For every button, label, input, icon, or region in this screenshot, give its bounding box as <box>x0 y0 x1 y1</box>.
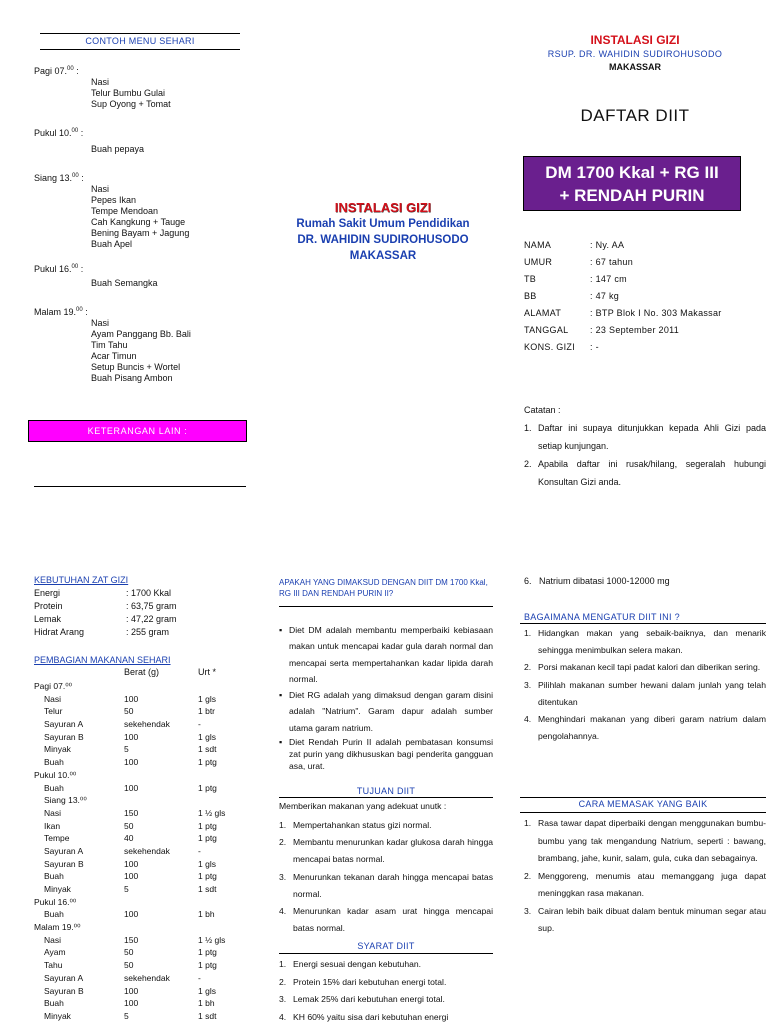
list-item: 4. Menurunkan kadar asam urat hingga mencapai batas normal. <box>279 906 493 934</box>
patient-label: TB <box>524 274 537 284</box>
meal-item: Pepes Ikan <box>91 195 137 205</box>
syarat-list <box>279 956 493 1024</box>
table-cell: 100 <box>124 858 139 869</box>
list-item: 4. Menghindari makanan yang diberi garam natrium dalam pengolahannya. <box>524 714 766 742</box>
table-cell: 1 ptg <box>198 871 217 882</box>
patient-value: : - <box>590 342 599 352</box>
divider <box>40 33 240 34</box>
table-cell: Buah <box>44 998 64 1009</box>
tujuan-list <box>279 817 493 937</box>
meal-item: Sup Oyong + Tomat <box>91 99 171 109</box>
table-cell: 100 <box>124 731 139 742</box>
table-cell: Pukul 16.⁰⁰ <box>34 896 77 907</box>
table-cell: 100 <box>124 985 139 996</box>
table-row <box>34 896 259 909</box>
meal-item: Telur Bumbu Gulai <box>91 88 166 98</box>
diet-definitions <box>279 622 493 773</box>
patient-label: UMUR <box>524 257 553 267</box>
menu-list <box>34 64 244 384</box>
table-cell: 100 <box>124 998 139 1009</box>
meal-time: Pukul 10.00 : <box>34 128 84 138</box>
patient-value: : 47 kg <box>590 291 620 301</box>
table-row <box>34 756 259 769</box>
table-cell: 1 gls <box>198 858 216 869</box>
table-cell: Sayuran A <box>44 972 84 983</box>
table-cell: 1 ½ gls <box>198 934 226 945</box>
table-cell: 1 bh <box>198 909 215 920</box>
table-cell: 1 gls <box>198 693 216 704</box>
table-row <box>34 743 259 756</box>
patient-label: BB <box>524 291 537 301</box>
table-row <box>34 807 259 820</box>
middle-line: MAKASSAR <box>349 250 417 262</box>
table-cell: 50 <box>124 706 134 717</box>
meal-items <box>34 275 244 289</box>
table-cell: Sayuran A <box>44 719 84 730</box>
diet-type-box <box>523 156 741 211</box>
table-row <box>34 680 259 693</box>
list-item: 3. Pilihlah makanan sumber hewani dalam junlah yang telah ditentukan <box>524 679 766 707</box>
table-cell: - <box>198 972 201 983</box>
meal-item: Nasi <box>91 318 110 328</box>
mengatur-title: BAGAIMANA MENGATUR DIIT INI ? <box>524 612 680 622</box>
kebutuhan-row: Lemak : 47,22 gram <box>34 614 177 624</box>
meal-item: Buah Apel <box>91 239 133 249</box>
patient-row <box>524 291 754 308</box>
table-cell: 50 <box>124 820 134 831</box>
catatan-title: Catatan : <box>524 405 561 415</box>
table-cell: Ikan <box>44 820 61 831</box>
table-cell: sekehendak <box>124 972 170 983</box>
meal-item: Buah Pisang Ambon <box>91 373 173 383</box>
table-cell: Tahu <box>44 960 63 971</box>
meal-item: Setup Buncis + Wortel <box>91 362 181 372</box>
list-item: 3. Cairan lebih baik dibuat dalam bentuk minuman segar atau sup. <box>524 905 766 933</box>
table-row <box>34 705 259 718</box>
table-cell: 1 gls <box>198 985 216 996</box>
divider <box>279 606 493 607</box>
meal-items <box>34 139 244 155</box>
table-cell: 100 <box>124 909 139 920</box>
table-row <box>34 769 259 782</box>
catatan <box>524 401 766 491</box>
list-item: 2. Menggoreng, menumis atau memanggang juga dapat meninggkan rasa makanan. <box>524 870 766 898</box>
table-cell: 1 ptg <box>198 820 217 831</box>
memasak-list <box>524 815 766 938</box>
table-cell: Sayuran B <box>44 985 84 996</box>
tujuan-intro: Memberikan makanan yang adekuat unutk : <box>279 801 447 811</box>
table-cell: 50 <box>124 960 134 971</box>
table-cell: - <box>198 845 201 856</box>
table-cell: 1 ptg <box>198 960 217 971</box>
patient-label: KONS. GIZI <box>524 342 576 352</box>
table-cell: Nasi <box>44 934 62 945</box>
patient-value: : 147 cm <box>590 274 627 284</box>
meal-items <box>34 77 244 110</box>
col-header: Urt * <box>198 667 216 677</box>
table-cell: 1 ptg <box>198 947 217 958</box>
patient-value: : 67 tahun <box>590 257 634 267</box>
right-header <box>520 32 750 74</box>
list-item: 1. Mempertahankan status gizi normal. <box>279 820 432 830</box>
table-cell: 5 <box>124 1010 129 1021</box>
memasak-title: CARA MEMASAK YANG BAIK <box>578 799 708 809</box>
mengatur-list <box>524 625 766 745</box>
meal-item: Acar Timun <box>91 351 137 361</box>
table-cell: 100 <box>124 871 139 882</box>
patient-row <box>524 240 754 257</box>
list-item: 1. Hidangkan makan yang sebaik-baiknya, dan menarik sehingga menimbulkan selera makan. <box>524 628 766 656</box>
table-cell: Buah <box>44 909 64 920</box>
table-row <box>34 934 259 947</box>
table-cell: 40 <box>124 833 134 844</box>
table-cell: Buah <box>44 782 64 793</box>
right-title: INSTALASI GIZI <box>590 33 680 47</box>
table-row <box>34 997 259 1010</box>
table-cell: - <box>198 719 201 730</box>
patient-value: : 23 September 2011 <box>590 325 680 335</box>
table-cell: Minyak <box>44 744 71 755</box>
meal-item: Nasi <box>91 184 110 194</box>
kebutuhan-table <box>34 587 244 639</box>
table-cell: Ayam <box>44 947 66 958</box>
table-cell: 1 sdt <box>198 1010 217 1021</box>
pembagian-table <box>34 680 259 1023</box>
meal-time: Pagi 07.00 : <box>34 66 79 76</box>
table-row <box>34 946 259 959</box>
table-cell: 5 <box>124 744 129 755</box>
divider <box>520 812 766 813</box>
kebutuhan-row: Hidrat Arang : 255 gram <box>34 627 170 637</box>
table-cell: 50 <box>124 947 134 958</box>
table-cell: 100 <box>124 693 139 704</box>
natrium-item: 6. Natrium dibatasi 1000-12000 mg <box>524 576 670 586</box>
tujuan-title: TUJUAN DIIT <box>356 786 416 796</box>
meal-item: Buah Semangka <box>91 278 158 288</box>
table-row <box>34 972 259 985</box>
meal-item: Nasi <box>91 77 110 87</box>
list-item: 2. Protein 15% dari kebutuhan energi total. <box>279 976 447 987</box>
table-cell: 150 <box>124 934 139 945</box>
list-item: 1. Energi sesuai dengan kebutuhan. <box>279 959 422 969</box>
patient-row <box>524 274 754 291</box>
table-cell: Buah <box>44 757 64 768</box>
table-cell: 1 gls <box>198 731 216 742</box>
table-cell: 100 <box>124 757 139 768</box>
table-cell: Pagi 07.⁰⁰ <box>34 681 73 691</box>
meal-time: Pukul 16.00 : <box>34 264 84 274</box>
table-row <box>34 718 259 731</box>
diet-type-line: + RENDAH PURIN <box>559 186 705 205</box>
list-item: ▪ Diet DM adalah membantu memperbaiki kebiasaan makan untuk mencapai kadar gula darah normal dan mencapai serta mempertahankan kadar lipida darah normal. <box>279 622 493 687</box>
table-row <box>34 782 259 795</box>
middle-line: DR. WAHIDIN SUDIROHUSODO <box>297 234 469 246</box>
divider <box>520 797 766 798</box>
list-item: ▪ Diet Rendah Purin II adalah pembatasan konsumsi zat purin yang dikhususkan bagi penderita gangguan asa, urat. <box>279 736 493 773</box>
pembagian-header <box>34 667 254 679</box>
patient-value: : Ny. AA <box>590 240 625 250</box>
meal-items <box>34 318 244 384</box>
table-cell: Malam 19.⁰⁰ <box>34 922 81 933</box>
table-row <box>34 870 259 883</box>
table-cell: Buah <box>44 871 64 882</box>
table-cell: sekehendak <box>124 719 170 730</box>
table-cell: 1 bh <box>198 998 215 1009</box>
divider <box>279 953 493 954</box>
divider <box>34 486 246 487</box>
middle-line: Rumah Sakit Umum Pendidikan <box>296 218 470 230</box>
table-cell: Nasi <box>44 693 62 704</box>
table-row <box>34 794 259 807</box>
table-cell: Minyak <box>44 884 71 894</box>
list-item: 3. Menurunkan tekanan darah hingga mencapai batas normal. <box>279 871 493 899</box>
patient-row <box>524 308 754 325</box>
table-cell: 1 sdt <box>198 884 217 894</box>
list-item: 1. Rasa tawar dapat diperbaiki dengan menggunakan bumbu-bumbu yang tak mengandung Natrium, seperti : bawang, brambang, jahe, kunir, salam, gula, cuka dan sebagainya. <box>524 818 766 863</box>
keterangan-box: KETERANGAN LAIN : <box>28 420 247 442</box>
table-cell: 5 <box>124 884 129 894</box>
patient-label: TANGGAL <box>524 325 569 335</box>
patient-row <box>524 257 754 274</box>
table-row <box>34 883 259 896</box>
table-cell: Sayuran B <box>44 858 84 869</box>
kebutuhan-title: KEBUTUHAN ZAT GIZI <box>34 575 129 585</box>
right-city: MAKASSAR <box>608 62 661 72</box>
table-cell: 1 ptg <box>198 757 217 768</box>
col-header: Berat (g) <box>124 667 160 677</box>
table-cell: 1 btr <box>198 706 216 717</box>
patient-row <box>524 325 754 342</box>
middle-title: INSTALASI GIZI <box>334 200 432 215</box>
kebutuhan-row: Energi : 1700 Kkal <box>34 588 172 598</box>
table-row <box>34 1010 259 1023</box>
table-cell: 100 <box>124 782 139 793</box>
meal-item: Cah Kangkung + Tauge <box>91 217 186 227</box>
list-item: ▪ Diet RG adalah yang dimaksud dengan garam disini adalah "Natrium". Garam dapur adalah sumber utama garam natrium. <box>279 687 493 736</box>
table-cell: Tempe <box>44 833 70 844</box>
list-item: 4. KH 60% yaitu sisa dari kebutuhan energi <box>279 1011 449 1022</box>
table-cell: sekehendak <box>124 845 170 856</box>
menu-heading: CONTOH MENU SEHARI <box>85 36 195 46</box>
diet-type-line: DM 1700 Kkal + RG III <box>545 163 719 182</box>
table-row <box>34 921 259 934</box>
table-cell: Pukul 10.⁰⁰ <box>34 769 77 780</box>
table-row <box>34 820 259 833</box>
table-row <box>34 693 259 706</box>
table-row <box>34 959 259 972</box>
question-title: APAKAH YANG DIMAKSUD DENGAN DIIT DM 1700 Kkal, RG III DAN RENDAH PURIN II? <box>279 578 488 598</box>
syarat-title: SYARAT DIIT <box>357 941 415 951</box>
table-cell: 1 sdt <box>198 744 217 755</box>
table-cell: Minyak <box>44 1010 71 1021</box>
table-row <box>34 731 259 744</box>
daftar-title: DAFTAR DIIT <box>580 106 690 125</box>
divider <box>520 623 766 624</box>
meal-item: Tim Tahu <box>91 340 128 350</box>
table-cell: 1 ½ gls <box>198 807 226 818</box>
table-cell: 1 ptg <box>198 782 217 793</box>
table-cell: 150 <box>124 807 139 818</box>
meal-time: Siang 13.00 : <box>34 173 84 183</box>
divider <box>40 49 240 50</box>
kebutuhan-row: Protein : 63,75 gram <box>34 601 177 611</box>
patient-info <box>524 240 754 359</box>
table-cell: Nasi <box>44 807 62 818</box>
middle-title-block <box>268 200 498 264</box>
list-item: 1. Daftar ini supaya ditunjukkan kepada Ahli Gizi pada setiap kunjungan. <box>524 423 766 451</box>
patient-label: NAMA <box>524 240 552 250</box>
list-item: 2. Membantu menurunkan kadar glukosa darah hingga mencapai batas normal. <box>279 837 493 865</box>
pembagian-title: PEMBAGIAN MAKANAN SEHARI <box>34 655 171 665</box>
table-cell: 1 ptg <box>198 833 217 844</box>
meal-time: Malam 19.00 : <box>34 307 88 317</box>
meal-item: Ayam Panggang Bb. Bali <box>91 329 191 339</box>
list-item: 3. Lemak 25% dari kebutuhan energi total. <box>279 994 445 1004</box>
list-item: 2. Apabila daftar ini rusak/hilang, segeralah hubungi Konsultan Gizi anda. <box>524 459 766 487</box>
right-hospital: RSUP. DR. WAHIDIN SUDIROHUSODO <box>547 49 723 59</box>
meal-item: Buah pepaya <box>91 144 145 154</box>
table-row <box>34 845 259 858</box>
patient-row <box>524 342 754 359</box>
table-cell: Sayuran A <box>44 845 84 856</box>
meal-items <box>34 184 244 250</box>
table-cell: Sayuran B <box>44 731 84 742</box>
patient-label: ALAMAT <box>524 308 562 318</box>
table-row <box>34 832 259 845</box>
divider <box>279 797 493 798</box>
patient-value: : BTP Blok I No. 303 Makassar <box>590 308 722 318</box>
table-row <box>34 985 259 998</box>
table-row <box>34 908 259 921</box>
meal-item: Bening Bayam + Jagung <box>91 228 190 238</box>
table-cell: Siang 13.⁰⁰ <box>44 795 87 806</box>
list-item: 2. Porsi makanan kecil tapi padat kalori dan diberikan sering. <box>524 662 761 673</box>
meal-item: Tempe Mendoan <box>91 206 159 216</box>
table-cell: Telur <box>44 706 63 717</box>
table-row <box>34 858 259 871</box>
